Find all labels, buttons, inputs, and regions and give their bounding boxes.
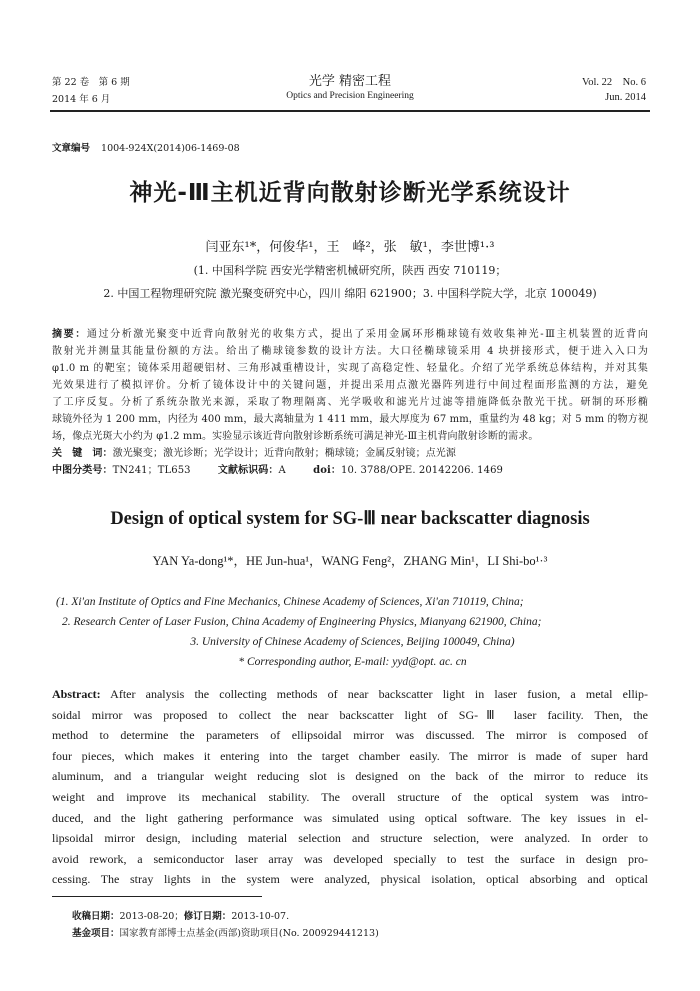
abstract-cn-line: 摘要：通过分析激光聚变中近背向散射光的收集方式，提出了采用金属环形椭球镜有效收集神光-Ⅲ主机装置的近背向 [52,329,648,340]
corresponding-author: * Corresponding author, E-mail: yyd@opt. ac. cn [238,656,467,668]
fund-text: 国家教育部博士点基金(西部)资助项目(No. 200929441213) [119,928,379,939]
keywords-cn-value: 激光聚变；激光诊断；光学设计；近背向散射；椭球镜；金属反射镜；点光源 [112,448,457,459]
affiliation-en [50,592,655,672]
abstract-en-label: Abstract: [52,687,101,701]
volume-issue-cn: 第 22 卷 第 6 期 [52,77,130,88]
keywords-cn-label: 关 键 词： [52,448,113,459]
abstract-cn-line: φ1.0 m 的靶室；镜体采用超硬铝材、三角形减重槽设计，实现了高稳定性、轻量化。介绍了光学系统总体结构，并对其集 [52,363,648,374]
classification-line: 中图分类号：TN241；TL653 文献标识码：A doi：10. 3788/OPE. 20142206. 1469 [52,465,503,476]
date-cn: 2014 年 6 月 [52,94,111,105]
journal-title-cn: 光学 精密工程 [308,74,392,89]
abstract-en-line: duced, and the light gathering performance was simulated using optical software. The key issues in el- [52,810,648,825]
abstract-cn-line: 球镜外径为 1 200 mm，内径为 400 mm，最大离轴量为 1 411 mm，最大厚度为 67 mm，重量约为 48 kg；对 5 mm 的物方视 [52,414,648,425]
received-date: 2013-08-20； [119,911,184,922]
document-code: A [278,465,286,476]
keywords-cn [52,445,648,462]
received-dates: 收稿日期：2013-08-20；修订日期：2013-10-07. [72,911,290,922]
affiliation-cn-1: (1. 中国科学院 西安光学精密机械研究所，陕西 西安 710119； [193,264,507,277]
article-number-label: 文章编号 [52,143,91,154]
title-en: Design of optical system for SG-Ⅲ near backscatter diagnosis [110,509,590,529]
abstract-en-line: weight and improve its mechanical stability. The overall structure of the optical system was intro- [52,789,648,804]
abstract-cn-line: 散射光并测量其能量份额的方法。给出了椭球镜参数的设计方法。大口径椭球镜采用 4 块拼接形式，便于进入入口为 [52,346,648,357]
abstract-cn-label: 摘要： [52,329,87,340]
fund-project: 基金项目：国家教育部博士点基金(西部)资助项目(No. 200929441213) [72,928,379,939]
doi: 10. 3788/OPE. 20142206. 1469 [341,465,503,476]
abstract-en-line: lipsoidal mirror design, including material selection and structure selection, were analyzed. In order to [52,831,648,846]
revised-date: 2013-10-07. [231,911,290,922]
article-number-value: 1004-924X(2014)06-1469-08 [101,143,240,154]
abstract-en-line: Abstract: After analysis the collecting methods of near backscatter light in laser fusion, a metal ellip- [52,687,648,701]
header-rule [50,110,650,112]
abstract-en-line: aluminum, and a triangular weight reducing slot is designed on the back of the mirror to reduce its [52,769,648,784]
abstract-en-line: four pieces, which makes it entering into the target chamber easily. The mirror is made of super hard [52,748,648,763]
abstract-en [52,684,648,890]
affiliation-en-line: 3. University of Chinese Academy of Sciences, Beijing 100049, China) [190,636,515,648]
volume-issue-en: Vol. 22 No. 6 [582,77,646,88]
authors-en: YAN Ya-dong¹*，HE Jun-hua¹，WANG Feng²，ZHANG Min¹，LI Shi-bo¹·³ [152,554,548,568]
footnotes [72,908,379,942]
journal-title-en: Optics and Precision Engineering [286,91,414,101]
abstract-cn [52,326,648,479]
affiliation-cn-2: 2. 中国工程物理研究院 激光聚变研究中心，四川 绵阳 621900；3. 中国科学院大学，北京 100049) [103,287,597,300]
affiliation-en-line: (1. Xi'an Institute of Optics and Fine Mechanics, Chinese Academy of Sciences, Xi'an 710119, China; [56,596,524,608]
clc-number: TN241；TL653 [112,465,191,476]
abstract-en-line: soidal mirror was proposed to collect the near backscatter light of SG-Ⅲ laser facility. Then, the [52,707,648,722]
abstract-cn-line: 光效果进行了模拟评价。分析了镜体设计中的关键问题，并提出采用点激光器阵列进行中间过程面形监测的方法，避免 [52,380,648,391]
abstract-en-line: method to determine the parameters of ellipsoidal mirror was discussed. The mirror is composed of [52,728,648,743]
abstract-en-line: cessing. The stray lights in the system were analyzed, physical isolation, optical absorbing and optical [52,872,648,887]
abstract-en-line: avoid rework, a semiconductor laser array was developed specially to test the surface in design pro- [52,851,648,866]
footnote-rule [52,896,262,897]
article-number [52,140,240,154]
affiliation-en-line: 2. Research Center of Laser Fusion, China Academy of Engineering Physics, Mianyang 621900, China; [62,616,542,628]
abstract-cn-line: 了工序反复。分析了系统杂散光来源，采取了物理隔离、光学吸收和滤光片过滤等措施降低杂散光干扰。研制的环形椭 [52,397,648,408]
abstract-cn-line: 场，像点光斑大小约为 φ1.2 mm。实验显示该近背向散射诊断系统可满足神光-Ⅲ主机背向散射诊断的需求。 [52,431,539,442]
authors-cn: 闫亚东¹*，何俊华¹，王 峰²，张 敏¹，李世博¹·³ [205,240,495,255]
date-en: Jun. 2014 [605,92,646,103]
title-cn: 神光-Ⅲ主机近背向散射诊断光学系统设计 [129,180,571,206]
